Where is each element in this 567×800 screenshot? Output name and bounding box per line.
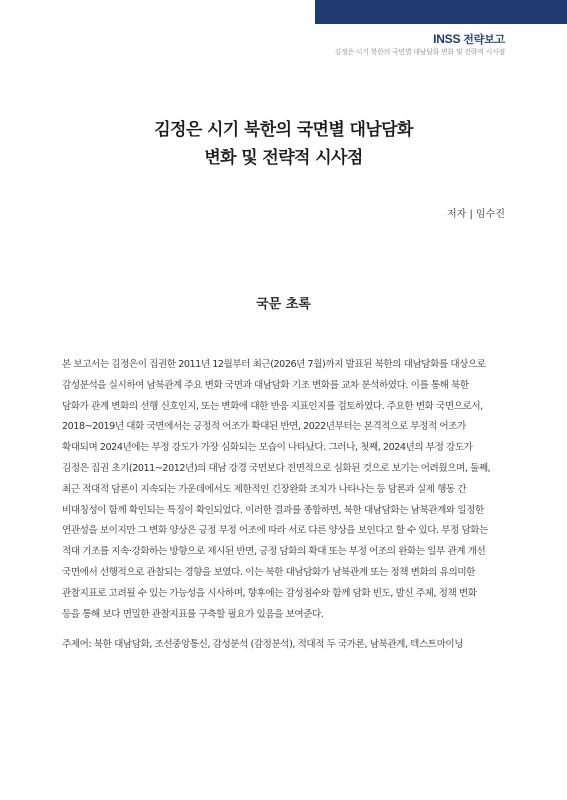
- abstract-line: 관찰지표로 고려될 수 있는 가능성을 시사하며, 향후에는 감성점수와 함께 담화 빈도, 발신 주체, 정책 변화: [62, 587, 477, 599]
- running-title: 김정은 시기 북한의 국면별 대남담화 변화 및 전략적 시사점: [334, 48, 505, 56]
- brand-report-label: 전략보고: [463, 33, 505, 46]
- abstract-line: 감성분석을 실시하여 남북관계 주요 변화 국면과 대남담화 기조 변화를 교차 분석하였다. 이를 통해 북한: [62, 379, 469, 391]
- brand-logo: [433, 31, 505, 47]
- abstract-heading: 국문 초록: [256, 297, 311, 312]
- abstract-line: 비대칭성이 함께 확인되는 특징이 확인되었다. 이러한 결과를 종합하면, 북한 대남담화는 남북관계와 일정한: [62, 504, 484, 516]
- abstract-line: 최근 적대적 담론이 지속되는 가운데에서도 제한적인 긴장완화 조치가 나타나는 등 담론과 실제 행동 간: [62, 483, 467, 495]
- abstract-line: 등을 통해 보다 면밀한 관찰지표를 구축할 필요가 있음을 보여준다.: [62, 608, 324, 620]
- report-title: [0, 116, 567, 172]
- abstract-line: 국면에서 선행적으로 관찰되는 경향을 보였다. 이는 북한 대남담화가 남북관계 또는 정책 변화의 유의미한: [62, 566, 475, 578]
- abstract-line: 2018~2019년 대화 국면에서는 긍정적 어조가 확대된 반면, 2022년부터는 본격적으로 부정적 어조가: [62, 421, 466, 433]
- header-color-bar: [315, 0, 567, 24]
- abstract-body: [62, 355, 505, 625]
- author-line: 저자 | 임수진: [446, 209, 505, 220]
- abstract-line: 확대되며 2024년에는 부정 강도가 가장 심화되는 모습이 나타났다. 그러나, 첫째, 2024년의 부정 강도가: [62, 442, 473, 454]
- abstract-line: 연관성을 보이지만 그 변화 양상은 긍정 부정 어조에 따라 서로 다른 양상을 보인다고 할 수 있다. 부정 담화는: [62, 525, 488, 537]
- title-line-2: 변화 및 전략적 시사점: [204, 148, 363, 168]
- title-line-1: 김정은 시기 북한의 국면별 대남담화: [154, 120, 413, 140]
- abstract-line: 담화가 관계 변화의 선행 신호인지, 또는 변화에 대한 반응 지표인지를 검토하였다. 주요한 변화 국면으로서,: [62, 400, 483, 412]
- abstract-line: 김정은 집권 초기(2011~2012년)의 대남 강경 국면보다 전면적으로 심화된 것으로 보기는 어려웠으며, 둘째,: [62, 462, 491, 474]
- keywords: 주제어: 북한 대남담화, 조선중앙통신, 감성분석 (감정분석), 적대적 두 국가론, 남북관계, 텍스트마이닝: [62, 639, 464, 650]
- brand-inss: INSS: [433, 32, 461, 46]
- abstract-line: 본 보고서는 김정은이 집권한 2011년 12월부터 최근(2026년 7월)까지 발표된 북한의 대남담화를 대상으로: [62, 359, 486, 370]
- abstract-line: 적대 기조를 지속·강화하는 방향으로 제시된 반면, 긍정 담화의 확대 또는 부정 어조의 완화는 일부 관계 개선: [62, 546, 486, 558]
